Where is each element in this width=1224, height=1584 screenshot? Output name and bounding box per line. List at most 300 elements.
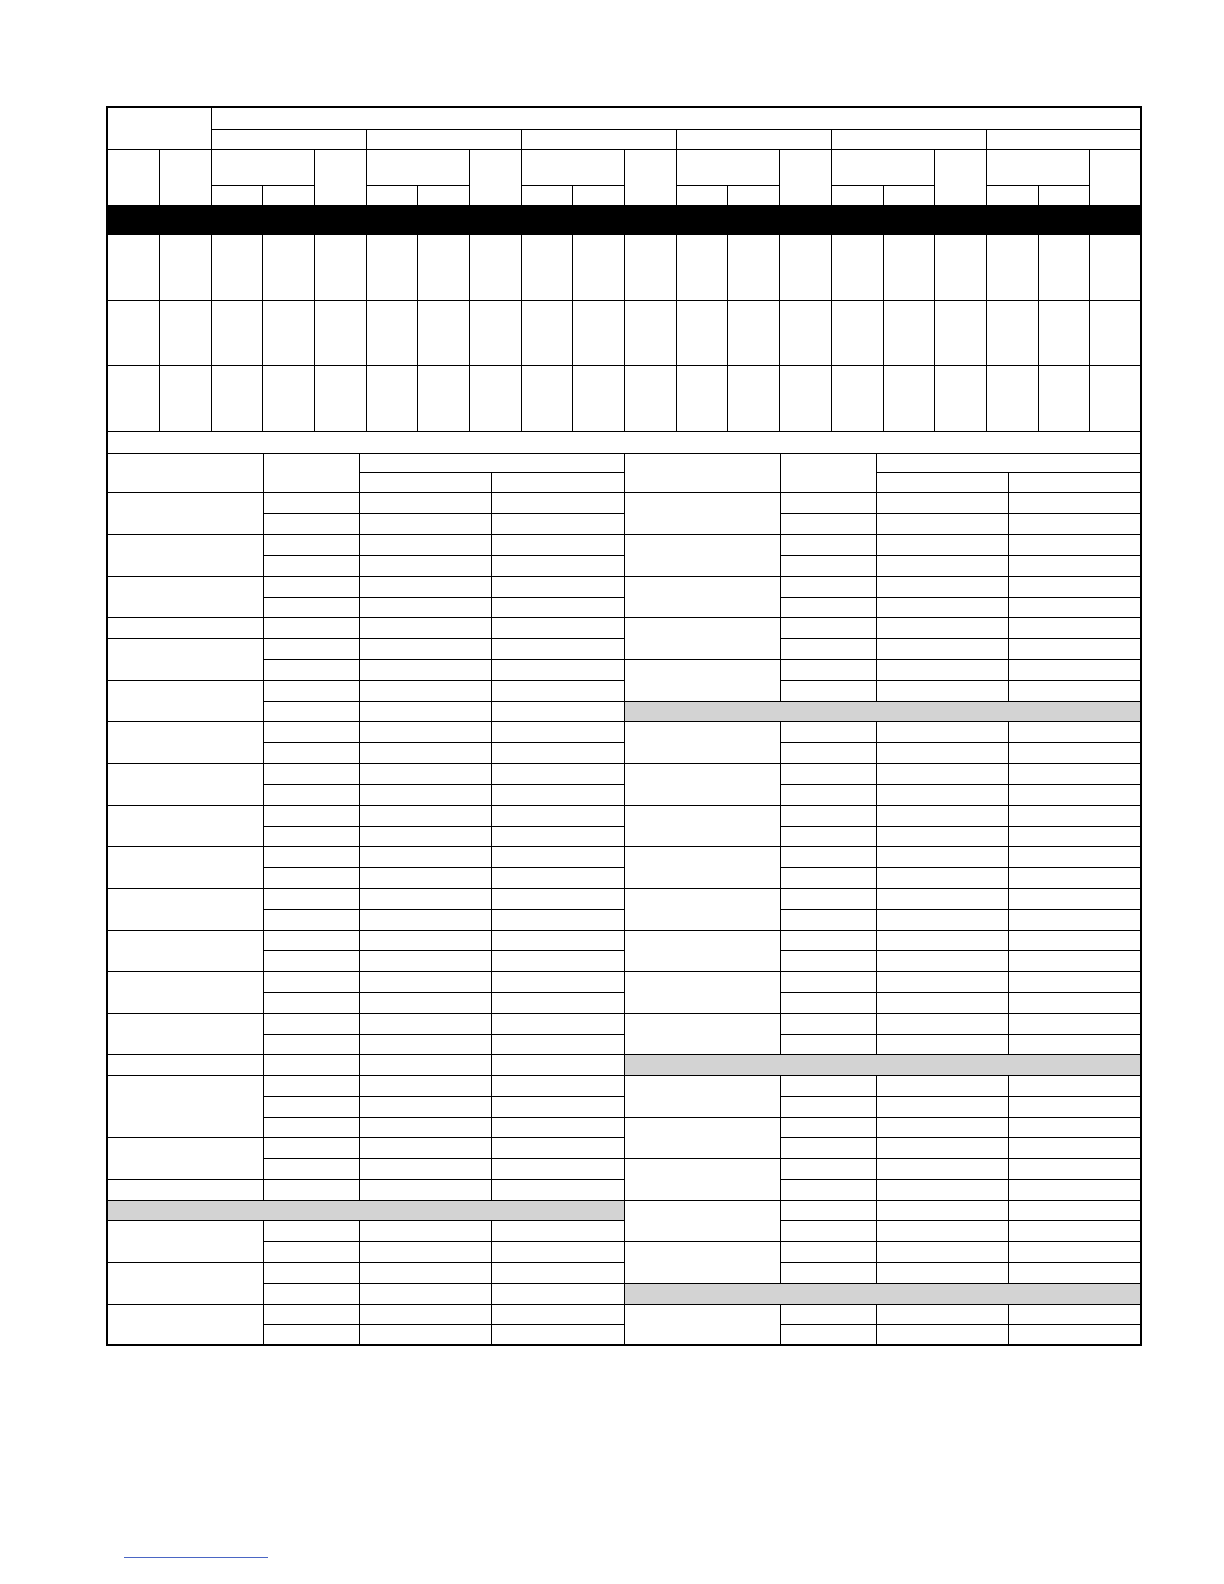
right-code-cell[interactable] (780, 826, 877, 847)
upper-cell-r2-c13[interactable] (727, 300, 780, 366)
left-item-cell[interactable] (107, 617, 264, 639)
right-item-cell[interactable] (624, 721, 781, 764)
left-value-a-cell[interactable] (359, 1220, 492, 1242)
left-value-b-cell[interactable] (491, 513, 625, 535)
right-code-cell[interactable] (780, 1220, 877, 1242)
left-item-cell[interactable] (107, 1220, 264, 1263)
left-value-a-cell[interactable] (359, 1075, 492, 1097)
right-code-cell[interactable] (780, 617, 877, 639)
right-item-cell[interactable] (624, 659, 781, 702)
right-value-a-cell[interactable] (876, 909, 1009, 931)
left-value-a-cell[interactable] (359, 513, 492, 535)
right-item-cell[interactable] (624, 1200, 781, 1242)
right-value-a-cell[interactable] (876, 888, 1009, 910)
upper-cell-r2-c10[interactable] (572, 300, 625, 366)
left-value-a-cell[interactable] (359, 784, 492, 806)
upper-cell-r3-c4[interactable] (262, 365, 315, 432)
left-value-a-cell[interactable] (359, 1054, 492, 1076)
left-value-b-cell[interactable] (491, 617, 625, 639)
upper-cell-r3-c5[interactable] (314, 365, 367, 432)
right-code-cell[interactable] (780, 1241, 877, 1263)
upper-cell-r2-c9[interactable] (521, 300, 573, 366)
upper-cell-r3-c10[interactable] (572, 365, 625, 432)
upper-cell-r1-c12[interactable] (676, 234, 728, 301)
right-value-b-cell[interactable] (1008, 930, 1142, 951)
left-value-b-cell[interactable] (491, 826, 625, 847)
left-code-cell[interactable] (263, 1034, 360, 1055)
upper-cell-r2-c15[interactable] (831, 300, 884, 366)
left-value-b-cell[interactable] (491, 680, 625, 702)
right-code-cell[interactable] (780, 930, 877, 951)
left-value-b-cell[interactable] (491, 888, 625, 910)
left-code-cell[interactable] (263, 971, 360, 993)
upper-cell-r3-c16[interactable] (883, 365, 935, 432)
right-value-a-cell[interactable] (876, 492, 1009, 514)
upper-cell-r1-c2[interactable] (159, 234, 212, 301)
right-code-cell[interactable] (780, 992, 877, 1014)
left-value-b-cell[interactable] (491, 492, 625, 514)
left-value-b-cell[interactable] (491, 1117, 625, 1138)
upper-cell-r1-c13[interactable] (727, 234, 780, 301)
left-item-cell[interactable] (107, 534, 264, 577)
right-code-cell[interactable] (780, 1034, 877, 1055)
right-value-b-cell[interactable] (1008, 534, 1142, 556)
right-value-a-cell[interactable] (876, 659, 1009, 681)
right-value-b-cell[interactable] (1008, 1179, 1142, 1201)
upper-cell-r2-c19[interactable] (1038, 300, 1090, 366)
upper-cell-r2-c14[interactable] (779, 300, 832, 366)
left-code-cell[interactable] (263, 1075, 360, 1097)
right-item-cell[interactable] (624, 1013, 781, 1055)
left-value-a-cell[interactable] (359, 659, 492, 681)
right-item-cell[interactable] (624, 1075, 781, 1118)
left-value-b-cell[interactable] (491, 1241, 625, 1263)
right-item-cell[interactable] (624, 576, 781, 618)
left-code-cell[interactable] (263, 888, 360, 910)
right-value-a-cell[interactable] (876, 1013, 1009, 1035)
left-value-a-cell[interactable] (359, 1117, 492, 1138)
upper-cell-r2-c4[interactable] (262, 300, 315, 366)
right-value-a-cell[interactable] (876, 1034, 1009, 1055)
right-value-b-cell[interactable] (1008, 1096, 1142, 1118)
left-value-a-cell[interactable] (359, 742, 492, 764)
left-code-cell[interactable] (263, 1324, 360, 1345)
right-value-b-cell[interactable] (1008, 617, 1142, 639)
right-value-b-cell[interactable] (1008, 784, 1142, 806)
right-value-b-cell[interactable] (1008, 1220, 1142, 1242)
right-code-cell[interactable] (780, 1200, 877, 1221)
left-value-a-cell[interactable] (359, 1241, 492, 1263)
right-value-b-cell[interactable] (1008, 576, 1142, 598)
right-item-cell[interactable] (624, 846, 781, 889)
left-value-a-cell[interactable] (359, 1262, 492, 1284)
left-value-b-cell[interactable] (491, 1137, 625, 1159)
right-code-cell[interactable] (780, 1262, 877, 1284)
right-value-a-cell[interactable] (876, 638, 1009, 660)
left-value-b-cell[interactable] (491, 638, 625, 660)
left-value-b-cell[interactable] (491, 867, 625, 889)
left-value-b-cell[interactable] (491, 534, 625, 556)
upper-cell-r3-c12[interactable] (676, 365, 728, 432)
upper-cell-r3-c18[interactable] (986, 365, 1039, 432)
upper-cell-r2-c12[interactable] (676, 300, 728, 366)
right-value-a-cell[interactable] (876, 950, 1009, 972)
right-value-b-cell[interactable] (1008, 971, 1142, 993)
right-value-a-cell[interactable] (876, 763, 1009, 785)
right-item-cell[interactable] (624, 888, 781, 931)
right-value-b-cell[interactable] (1008, 680, 1142, 702)
left-value-a-cell[interactable] (359, 971, 492, 993)
upper-cell-r1-c15[interactable] (831, 234, 884, 301)
left-value-a-cell[interactable] (359, 492, 492, 514)
left-code-cell[interactable] (263, 784, 360, 806)
right-value-b-cell[interactable] (1008, 846, 1142, 868)
left-value-b-cell[interactable] (491, 1075, 625, 1097)
upper-cell-r1-c5[interactable] (314, 234, 367, 301)
upper-cell-r2-c1[interactable] (107, 300, 160, 366)
upper-cell-r3-c6[interactable] (366, 365, 418, 432)
right-code-cell[interactable] (780, 909, 877, 931)
left-value-a-cell[interactable] (359, 1096, 492, 1118)
upper-cell-r1-c9[interactable] (521, 234, 573, 301)
left-value-b-cell[interactable] (491, 742, 625, 764)
upper-cell-r3-c19[interactable] (1038, 365, 1090, 432)
upper-cell-r3-c17[interactable] (934, 365, 987, 432)
right-value-a-cell[interactable] (876, 1304, 1009, 1325)
right-code-cell[interactable] (780, 1075, 877, 1097)
upper-cell-r1-c3[interactable] (211, 234, 263, 301)
left-item-cell[interactable] (107, 1013, 264, 1055)
left-value-b-cell[interactable] (491, 846, 625, 868)
right-value-b-cell[interactable] (1008, 597, 1142, 618)
right-code-cell[interactable] (780, 763, 877, 785)
left-value-b-cell[interactable] (491, 1262, 625, 1284)
left-item-cell[interactable] (107, 680, 264, 722)
right-value-a-cell[interactable] (876, 846, 1009, 868)
left-value-a-cell[interactable] (359, 597, 492, 618)
right-item-cell[interactable] (624, 534, 781, 577)
right-value-b-cell[interactable] (1008, 992, 1142, 1014)
left-value-b-cell[interactable] (491, 1054, 625, 1076)
left-code-cell[interactable] (263, 846, 360, 868)
left-value-a-cell[interactable] (359, 576, 492, 598)
left-value-b-cell[interactable] (491, 1013, 625, 1035)
left-code-cell[interactable] (263, 763, 360, 785)
left-value-b-cell[interactable] (491, 784, 625, 806)
right-value-b-cell[interactable] (1008, 638, 1142, 660)
right-item-cell[interactable] (624, 617, 781, 660)
left-value-a-cell[interactable] (359, 826, 492, 847)
right-value-b-cell[interactable] (1008, 1013, 1142, 1035)
left-code-cell[interactable] (263, 617, 360, 639)
left-value-a-cell[interactable] (359, 1324, 492, 1345)
left-value-b-cell[interactable] (491, 971, 625, 993)
right-value-a-cell[interactable] (876, 680, 1009, 702)
upper-cell-r1-c6[interactable] (366, 234, 418, 301)
right-code-cell[interactable] (780, 805, 877, 827)
upper-cell-r1-c4[interactable] (262, 234, 315, 301)
left-value-a-cell[interactable] (359, 1013, 492, 1035)
left-value-b-cell[interactable] (491, 721, 625, 743)
right-value-b-cell[interactable] (1008, 909, 1142, 931)
right-item-cell[interactable] (624, 1241, 781, 1284)
left-item-cell[interactable] (107, 1179, 264, 1201)
right-code-cell[interactable] (780, 1324, 877, 1345)
upper-cell-r1-c19[interactable] (1038, 234, 1090, 301)
upper-cell-r1-c17[interactable] (934, 234, 987, 301)
right-item-cell[interactable] (624, 1158, 781, 1201)
upper-cell-r1-c1[interactable] (107, 234, 160, 301)
left-code-cell[interactable] (263, 1158, 360, 1180)
right-item-cell[interactable] (624, 930, 781, 972)
left-code-cell[interactable] (263, 805, 360, 827)
right-code-cell[interactable] (780, 597, 877, 618)
left-item-cell[interactable] (107, 1054, 264, 1076)
right-code-cell[interactable] (780, 950, 877, 972)
left-code-cell[interactable] (263, 950, 360, 972)
left-item-cell[interactable] (107, 763, 264, 806)
right-value-b-cell[interactable] (1008, 1117, 1142, 1138)
upper-cell-r3-c1[interactable] (107, 365, 160, 432)
left-item-cell[interactable] (107, 721, 264, 764)
upper-cell-r3-c2[interactable] (159, 365, 212, 432)
right-code-cell[interactable] (780, 680, 877, 702)
left-code-cell[interactable] (263, 867, 360, 889)
left-value-b-cell[interactable] (491, 701, 625, 722)
right-value-b-cell[interactable] (1008, 950, 1142, 972)
right-value-b-cell[interactable] (1008, 721, 1142, 743)
right-code-cell[interactable] (780, 555, 877, 577)
left-code-cell[interactable] (263, 930, 360, 951)
upper-cell-r2-c8[interactable] (469, 300, 522, 366)
right-code-cell[interactable] (780, 534, 877, 556)
left-code-cell[interactable] (263, 1137, 360, 1159)
right-value-b-cell[interactable] (1008, 1034, 1142, 1055)
upper-cell-r3-c14[interactable] (779, 365, 832, 432)
right-value-a-cell[interactable] (876, 1262, 1009, 1284)
left-code-cell[interactable] (263, 597, 360, 618)
left-item-cell[interactable] (107, 1137, 264, 1180)
right-value-a-cell[interactable] (876, 1200, 1009, 1221)
right-item-cell[interactable] (624, 805, 781, 847)
left-value-a-cell[interactable] (359, 909, 492, 931)
left-value-a-cell[interactable] (359, 1283, 492, 1305)
right-value-b-cell[interactable] (1008, 763, 1142, 785)
left-item-cell[interactable] (107, 1075, 264, 1138)
left-value-b-cell[interactable] (491, 1096, 625, 1118)
left-value-b-cell[interactable] (491, 1304, 625, 1325)
left-value-b-cell[interactable] (491, 659, 625, 681)
right-value-b-cell[interactable] (1008, 492, 1142, 514)
left-code-cell[interactable] (263, 1283, 360, 1305)
left-item-cell[interactable] (107, 930, 264, 972)
left-code-cell[interactable] (263, 1013, 360, 1035)
left-value-b-cell[interactable] (491, 555, 625, 577)
upper-cell-r3-c7[interactable] (417, 365, 470, 432)
left-code-cell[interactable] (263, 576, 360, 598)
upper-cell-r2-c16[interactable] (883, 300, 935, 366)
left-item-cell[interactable] (107, 846, 264, 889)
left-value-b-cell[interactable] (491, 597, 625, 618)
upper-cell-r3-c13[interactable] (727, 365, 780, 432)
upper-cell-r1-c18[interactable] (986, 234, 1039, 301)
left-value-a-cell[interactable] (359, 638, 492, 660)
left-value-a-cell[interactable] (359, 763, 492, 785)
left-value-a-cell[interactable] (359, 846, 492, 868)
left-code-cell[interactable] (263, 742, 360, 764)
upper-cell-r1-c10[interactable] (572, 234, 625, 301)
right-item-cell[interactable] (624, 1117, 781, 1159)
right-value-b-cell[interactable] (1008, 1137, 1142, 1159)
right-value-a-cell[interactable] (876, 1324, 1009, 1345)
right-code-cell[interactable] (780, 742, 877, 764)
left-value-a-cell[interactable] (359, 617, 492, 639)
right-code-cell[interactable] (780, 1179, 877, 1201)
left-item-cell[interactable] (107, 888, 264, 931)
right-value-b-cell[interactable] (1008, 742, 1142, 764)
right-code-cell[interactable] (780, 1013, 877, 1035)
left-value-a-cell[interactable] (359, 950, 492, 972)
right-value-a-cell[interactable] (876, 1241, 1009, 1263)
right-value-a-cell[interactable] (876, 513, 1009, 535)
upper-cell-r1-c20[interactable] (1089, 234, 1142, 301)
right-value-a-cell[interactable] (876, 971, 1009, 993)
left-code-cell[interactable] (263, 513, 360, 535)
upper-cell-r3-c20[interactable] (1089, 365, 1142, 432)
right-code-cell[interactable] (780, 784, 877, 806)
left-code-cell[interactable] (263, 680, 360, 702)
upper-cell-r2-c20[interactable] (1089, 300, 1142, 366)
right-value-b-cell[interactable] (1008, 1200, 1142, 1221)
left-value-a-cell[interactable] (359, 1304, 492, 1325)
left-value-b-cell[interactable] (491, 1158, 625, 1180)
right-value-a-cell[interactable] (876, 1096, 1009, 1118)
right-item-cell[interactable] (624, 1304, 781, 1345)
right-value-b-cell[interactable] (1008, 1075, 1142, 1097)
left-value-b-cell[interactable] (491, 763, 625, 785)
upper-cell-r1-c16[interactable] (883, 234, 935, 301)
upper-cell-r2-c11[interactable] (624, 300, 677, 366)
upper-cell-r2-c5[interactable] (314, 300, 367, 366)
upper-cell-r1-c14[interactable] (779, 234, 832, 301)
left-code-cell[interactable] (263, 1054, 360, 1076)
right-value-a-cell[interactable] (876, 555, 1009, 577)
left-value-a-cell[interactable] (359, 1179, 492, 1201)
left-value-a-cell[interactable] (359, 1137, 492, 1159)
right-value-a-cell[interactable] (876, 992, 1009, 1014)
right-code-cell[interactable] (780, 1137, 877, 1159)
upper-cell-r1-c8[interactable] (469, 234, 522, 301)
left-code-cell[interactable] (263, 826, 360, 847)
left-code-cell[interactable] (263, 492, 360, 514)
upper-cell-r1-c11[interactable] (624, 234, 677, 301)
right-code-cell[interactable] (780, 1304, 877, 1325)
right-value-a-cell[interactable] (876, 617, 1009, 639)
left-code-cell[interactable] (263, 909, 360, 931)
left-item-cell[interactable] (107, 1304, 264, 1345)
left-code-cell[interactable] (263, 701, 360, 722)
left-value-a-cell[interactable] (359, 992, 492, 1014)
left-value-a-cell[interactable] (359, 555, 492, 577)
right-value-a-cell[interactable] (876, 1179, 1009, 1201)
right-value-a-cell[interactable] (876, 597, 1009, 618)
upper-cell-r2-c7[interactable] (417, 300, 470, 366)
right-value-b-cell[interactable] (1008, 867, 1142, 889)
right-value-a-cell[interactable] (876, 784, 1009, 806)
left-value-a-cell[interactable] (359, 867, 492, 889)
left-value-a-cell[interactable] (359, 1034, 492, 1055)
upper-cell-r3-c9[interactable] (521, 365, 573, 432)
upper-cell-r2-c2[interactable] (159, 300, 212, 366)
left-item-cell[interactable] (107, 492, 264, 535)
upper-cell-r1-c7[interactable] (417, 234, 470, 301)
right-value-b-cell[interactable] (1008, 659, 1142, 681)
left-value-b-cell[interactable] (491, 1034, 625, 1055)
right-value-b-cell[interactable] (1008, 805, 1142, 827)
right-code-cell[interactable] (780, 846, 877, 868)
right-code-cell[interactable] (780, 659, 877, 681)
left-code-cell[interactable] (263, 1241, 360, 1263)
upper-cell-r2-c3[interactable] (211, 300, 263, 366)
right-code-cell[interactable] (780, 721, 877, 743)
right-value-a-cell[interactable] (876, 1137, 1009, 1159)
right-item-cell[interactable] (624, 492, 781, 535)
left-value-a-cell[interactable] (359, 930, 492, 951)
right-value-a-cell[interactable] (876, 826, 1009, 847)
left-value-b-cell[interactable] (491, 1283, 625, 1305)
upper-cell-r2-c17[interactable] (934, 300, 987, 366)
right-value-a-cell[interactable] (876, 1117, 1009, 1138)
right-value-a-cell[interactable] (876, 576, 1009, 598)
right-value-a-cell[interactable] (876, 1158, 1009, 1180)
right-code-cell[interactable] (780, 867, 877, 889)
left-code-cell[interactable] (263, 659, 360, 681)
left-item-cell[interactable] (107, 971, 264, 1014)
left-value-b-cell[interactable] (491, 950, 625, 972)
right-value-b-cell[interactable] (1008, 888, 1142, 910)
left-value-a-cell[interactable] (359, 534, 492, 556)
right-value-a-cell[interactable] (876, 721, 1009, 743)
right-code-cell[interactable] (780, 1117, 877, 1138)
left-value-b-cell[interactable] (491, 909, 625, 931)
left-code-cell[interactable] (263, 534, 360, 556)
right-code-cell[interactable] (780, 1096, 877, 1118)
left-value-b-cell[interactable] (491, 576, 625, 598)
upper-cell-r2-c6[interactable] (366, 300, 418, 366)
left-item-cell[interactable] (107, 576, 264, 618)
right-code-cell[interactable] (780, 576, 877, 598)
left-code-cell[interactable] (263, 1096, 360, 1118)
right-item-cell[interactable] (624, 971, 781, 1014)
right-code-cell[interactable] (780, 1158, 877, 1180)
right-value-a-cell[interactable] (876, 805, 1009, 827)
left-value-b-cell[interactable] (491, 992, 625, 1014)
left-value-b-cell[interactable] (491, 805, 625, 827)
left-code-cell[interactable] (263, 638, 360, 660)
left-value-a-cell[interactable] (359, 1158, 492, 1180)
right-code-cell[interactable] (780, 492, 877, 514)
right-value-b-cell[interactable] (1008, 1262, 1142, 1284)
left-item-cell[interactable] (107, 1262, 264, 1305)
left-code-cell[interactable] (263, 992, 360, 1014)
left-value-a-cell[interactable] (359, 701, 492, 722)
right-value-a-cell[interactable] (876, 742, 1009, 764)
right-value-a-cell[interactable] (876, 867, 1009, 889)
right-value-b-cell[interactable] (1008, 1158, 1142, 1180)
upper-cell-r3-c15[interactable] (831, 365, 884, 432)
right-value-b-cell[interactable] (1008, 513, 1142, 535)
left-value-b-cell[interactable] (491, 1179, 625, 1201)
